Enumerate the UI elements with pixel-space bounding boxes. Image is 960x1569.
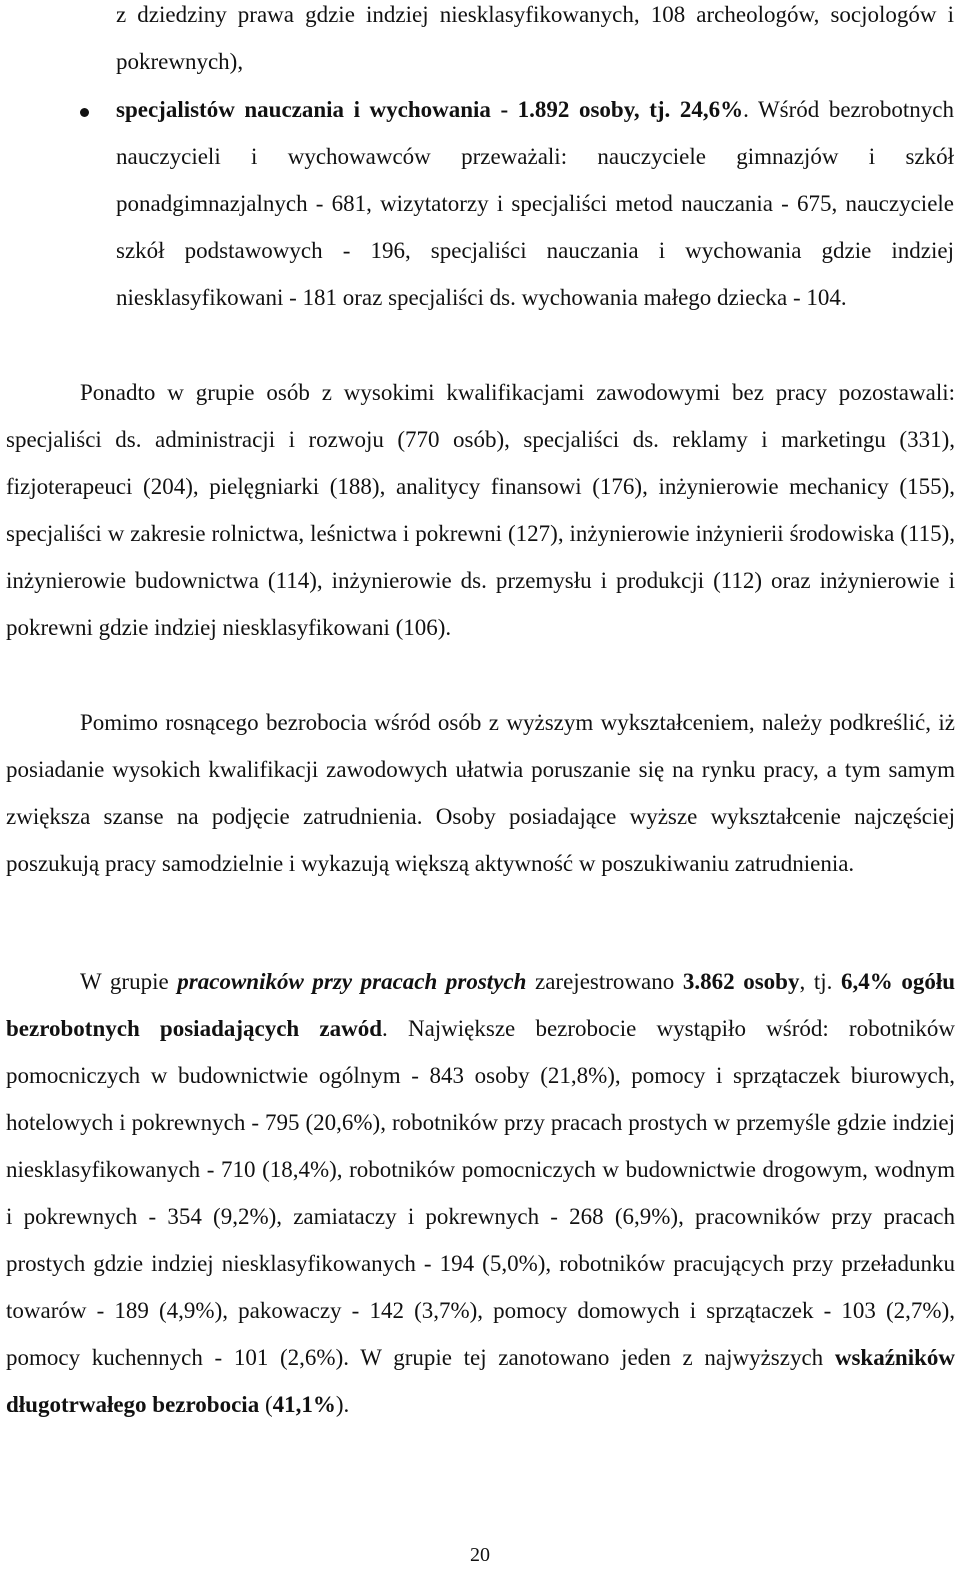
paragraph bbox=[6, 958, 955, 1428]
bold-text: specjalistów nauczania i wychowania - 1.892 osoby, tj. 24,6% bbox=[116, 97, 744, 122]
paragraph-continuation: z dziedziny prawa gdzie indziej niesklasyfikowanych, 108 archeologów, socjologów i pokrewnych), bbox=[116, 2, 954, 74]
bold-text: 41,1% bbox=[272, 1392, 336, 1417]
body-text: ( bbox=[259, 1392, 273, 1417]
body-text: W grupie bbox=[80, 969, 178, 994]
paragraph: Ponadto w grupie osób z wysokimi kwalifikacjami zawodowymi bez pracy pozostawali: specjaliści ds. administracji i rozwoju (770 osób), specjaliści ds. reklamy i marketingu (331), fizjoterapeuci (204), pielęgniarki (188), analitycy finansowi (176), inżynierowie mechanicy (155), specjaliści w zakresie rolnictwa, leśnictwa i pokrewni (127), inżynierowie inżynierii środowiska (115), inżynierowie budownictwa (114), inżynierowie ds. przemysłu i produkcji (112) oraz inżynierowie i pokrewni gdzie indziej niesklasyfikowani (106). bbox=[6, 380, 955, 640]
bullet-paragraph bbox=[116, 86, 954, 321]
body-text: zarejestrowano bbox=[526, 969, 683, 994]
bullet-icon bbox=[80, 108, 89, 117]
body-text: ). bbox=[335, 1392, 350, 1417]
body-text: . Największe bezrobocie wystąpiło wśród: robotników pomocniczych w budownictwie ogólnym - 843 osoby (21,8%), pomocy i sprzątaczek biurowych, hotelowych i pokrewnych - 795 (20,6%), robotników przy pracach prostych w przemyśle gdzie indziej niesklasyfikowanych - 710 (18,4%), robotników pomocniczych w budownictwie drogowym, wodnym i pokrewnych - 354 (9,2%), zamiataczy i pokrewnych - 268 (6,9%), pracowników przy pracach prostych gdzie indziej niesklasyfikowanych - 194 (5,0%), robotników pracujących przy przeładunku towarów - 189 (4,9%), pakowaczy - 142 (3,7%), pomocy domowych i sprzątaczek - 103 (2,7%), pomocy kuchennych - 101 (2,6%). W grupie tej zanotowano jeden z najwyższych bbox=[6, 1016, 955, 1370]
paragraph: Pomimo rosnącego bezrobocia wśród osób z wyższym wykształceniem, należy podkreślić, iż posiadanie wysokich kwalifikacji zawodowych ułatwia poruszanie się na rynku pracy, a tym samym zwiększa szanse na podjęcie zatrudnienia. Osoby posiadające wyższe wykształcenie najczęściej poszukują pracy samodzielnie i wykazują większą aktywność w poszukiwaniu zatrudnienia. bbox=[6, 710, 955, 876]
italic-bold-text: pracowników przy pracach prostych bbox=[177, 969, 527, 994]
bold-text: 3.862 osoby bbox=[682, 969, 800, 994]
bold-text: 6,4% ogółu bezrobotnych posiadających zawód bbox=[6, 969, 956, 1041]
bold-text: wskaźników długotrwałego bezrobocia bbox=[6, 1345, 955, 1417]
page-number: 20 bbox=[470, 1544, 490, 1566]
body-text: , tj. bbox=[799, 969, 841, 994]
body-text: . Wśród bezrobotnych nauczycieli i wychowawców przeważali: nauczyciele gimnazjów i szkół ponadgimnazjalnych - 681, wizytatorzy i specjaliści metod nauczania - 675, nauczyciele szkół podstawowych - 196, specjaliści nauczania i wychowania gdzie indziej niesklasyfikowani - 181 oraz specjaliści ds. wychowania małego dziecka - 104. bbox=[116, 97, 955, 310]
